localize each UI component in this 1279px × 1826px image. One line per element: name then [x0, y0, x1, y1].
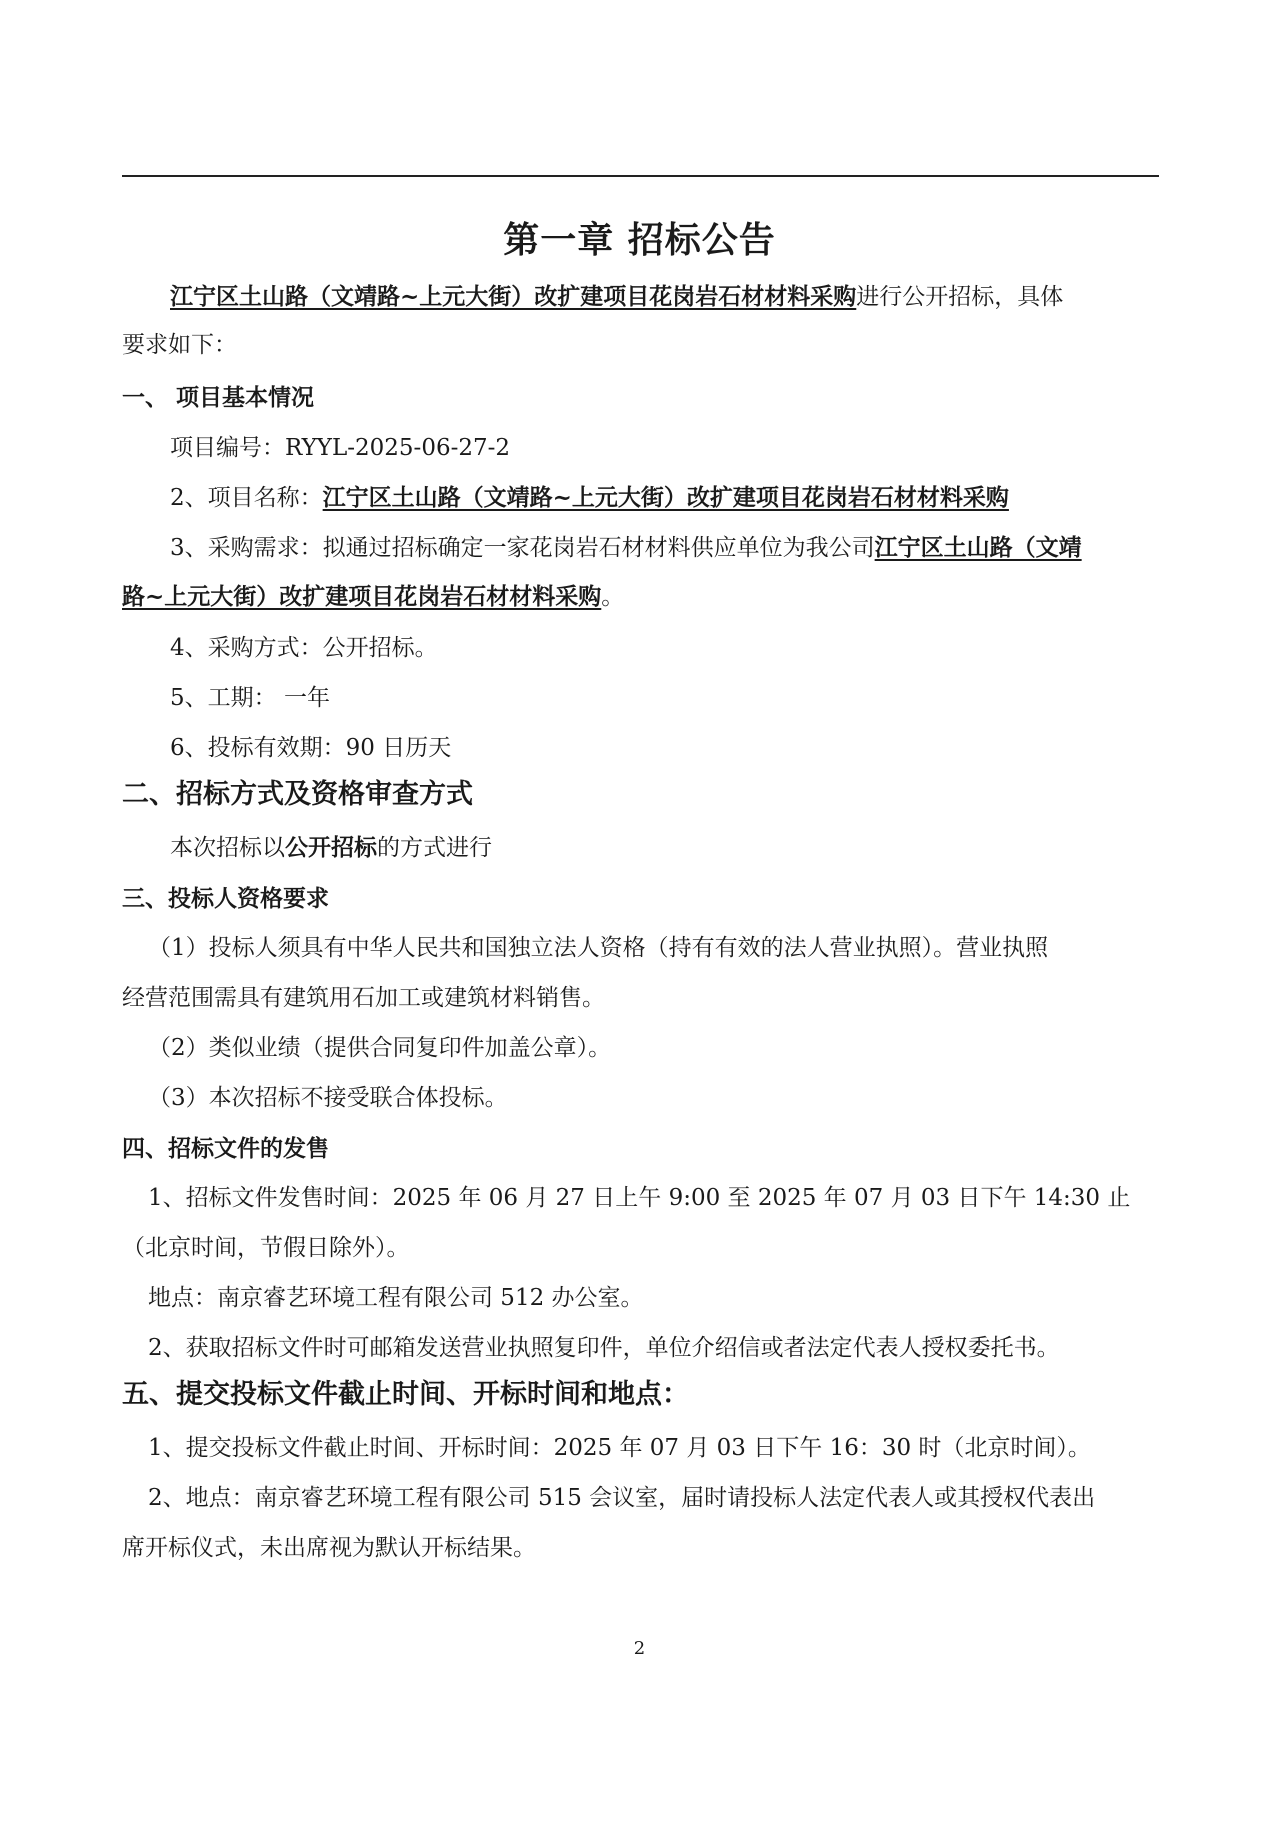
sale-time-b: （北京时间，节假日除外）。	[122, 1235, 410, 1261]
bid-validity: 6、投标有效期：90 日历天	[170, 735, 452, 761]
intro-line-1	[170, 282, 1063, 312]
qualification-1b: 经营范围需具有建筑用石加工或建筑材料销售。	[122, 985, 605, 1011]
sale-time-a: 1、招标文件发售时间：2025 年 06 月 27 日上午 9:00 至 2025 年 07 月 03 日下午 14:30 止	[148, 1185, 1131, 1211]
purchase-need-row-2	[122, 582, 624, 612]
section2-text-before: 本次招标以	[170, 835, 285, 861]
purchase-method: 4、采购方式：公开招标。	[170, 635, 438, 661]
deadline: 1、提交投标文件截止时间、开标时间：2025 年 07 月 03 日下午 16：30 时（北京时间）。	[148, 1435, 1091, 1461]
project-name-value: 江宁区土山路（文靖路~上元大街）改扩建项目花岗岩石材材料采购	[322, 484, 1009, 511]
project-name-row	[170, 483, 1009, 513]
project-name-label: 2、项目名称：	[170, 485, 323, 511]
project-name-link: 江宁区土山路（文靖路~上元大街）改扩建项目花岗岩石材材料采购	[170, 283, 857, 310]
section4-heading: 四、招标文件的发售	[122, 1135, 329, 1162]
page-number: 2	[633, 1638, 646, 1659]
sale-location: 地点：南京睿艺环境工程有限公司 512 办公室。	[148, 1285, 644, 1311]
project-number: 项目编号：RYYL-2025-06-27-2	[170, 435, 511, 461]
section1-heading: 一、 项目基本情况	[122, 384, 315, 411]
purchase-need-value-b: 路~上元大街）改扩建项目花岗岩石材材料采购	[122, 583, 602, 610]
sale-requirements: 2、获取招标文件时可邮箱发送营业执照复印件，单位介绍信或者法定代表人授权委托书。	[148, 1335, 1060, 1361]
purchase-need-end: 。	[601, 584, 625, 610]
section2-text	[170, 833, 492, 863]
purchase-need-row-1	[170, 533, 1082, 563]
section3-heading: 三、投标人资格要求	[122, 885, 329, 912]
chapter-title: 第一章 招标公告	[503, 219, 776, 261]
section2-heading: 二、招标方式及资格审查方式	[122, 779, 473, 810]
purchase-need-value-a: 江宁区土山路（文靖	[874, 534, 1082, 561]
qualification-3: （3）本次招标不接受联合体投标。	[148, 1085, 508, 1111]
intro-text: 进行公开招标，具体	[856, 284, 1064, 310]
qualification-2: （2）类似业绩（提供合同复印件加盖公章）。	[148, 1035, 612, 1061]
qualification-1a: （1）投标人须具有中华人民共和国独立法人资格（持有有效的法人营业执照）。营业执照	[148, 935, 1049, 961]
purchase-need-label: 3、采购需求：拟通过招标确定一家花岗岩石材材料供应单位为我公司	[170, 535, 875, 561]
construction-period: 5、工期： 一年	[170, 685, 330, 711]
opening-location-a: 2、地点：南京睿艺环境工程有限公司 515 会议室，届时请投标人法定代表人或其授权代表出	[148, 1485, 1096, 1511]
section2-text-after: 的方式进行	[377, 835, 492, 861]
header-rule	[122, 175, 1159, 177]
opening-location-b: 席开标仪式，未出席视为默认开标结果。	[122, 1535, 536, 1561]
intro-line-2: 要求如下：	[122, 332, 237, 358]
section5-heading: 五、提交投标文件截止时间、开标时间和地点：	[122, 1379, 689, 1410]
section2-text-bold: 公开招标	[285, 834, 377, 861]
